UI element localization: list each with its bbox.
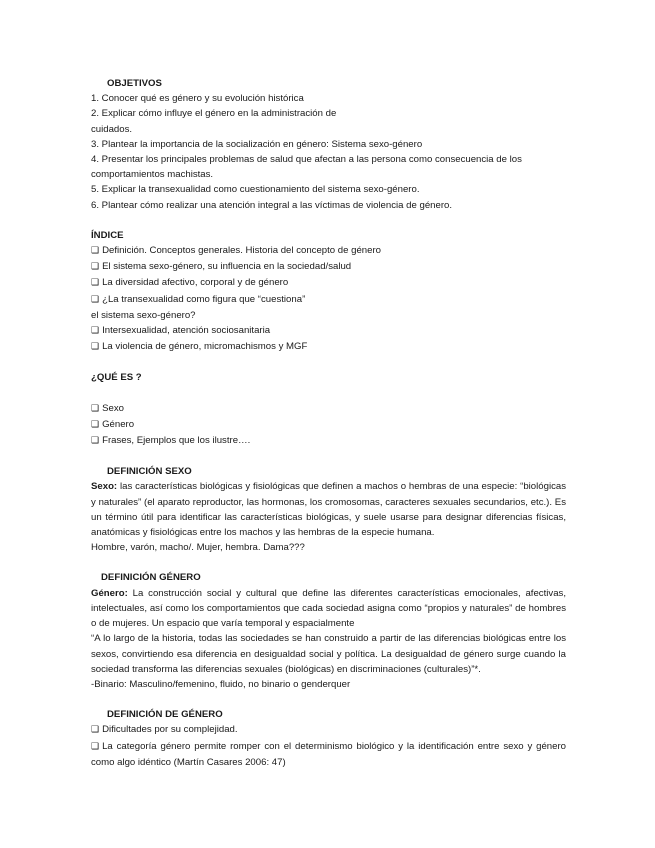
checkbox-icon: ❑: [91, 326, 100, 337]
que-es-list: [91, 401, 566, 450]
indice-heading: ÍNDICE: [91, 229, 124, 241]
def-sexo-paragraph: Sexo: las características biológicas y fisiológicas que definen a machos o hembras de una especie: “biológicas y naturales” (el aparato reproductor, las hormonas, los cromosomas, caracteres sexuales secundarios, etc.). Es un término útil para identificar las características biológicas, y suele usarse para designar diferencias físicas, anatómicas y fisiológicas entre los machos y las hembras de la especie humana.: [91, 481, 566, 539]
checkbox-icon: ❑: [91, 725, 100, 736]
objetivo-item: 3. Plantear la importancia de la socialización en género: Sistema sexo-género: [91, 138, 423, 150]
checkbox-icon: ❑: [91, 741, 100, 752]
def-de-genero-item: ❑ Dificultades por su complejidad.: [91, 724, 238, 736]
objetivo-item: 2. Explicar cómo influye el género en la administración de: [91, 108, 337, 120]
indice-item: ❑ La diversidad afectivo, corporal y de género: [91, 277, 289, 289]
term-genero: Género:: [91, 587, 128, 599]
indice-item: ❑ ¿La transexualidad como figura que “cuestiona”: [91, 293, 306, 305]
objetivo-item: 6. Plantear cómo realizar una atención integral a las víctimas de violencia de género.: [91, 199, 453, 211]
indice-list: [91, 243, 566, 355]
checkbox-icon: ❑: [91, 403, 100, 414]
def-sexo-extra: Hombre, varón, macho/. Mujer, hembra. Dama???: [91, 542, 305, 554]
def-genero-binario: -Binario: Masculino/femenino, fluido, no binario o genderquer: [91, 678, 351, 690]
document-page: [91, 76, 566, 770]
que-es-item: ❑ Sexo: [91, 402, 124, 414]
objetivo-item: 4. Presentar los principales problemas de salud que afectan a las persona como consecuencia de los: [91, 154, 522, 166]
def-de-genero-heading: DEFINICIÓN DE GÉNERO: [107, 709, 223, 721]
objetivo-item: 5. Explicar la transexualidad como cuestionamiento del sistema sexo-género.: [91, 184, 420, 196]
checkbox-icon: ❑: [91, 436, 100, 447]
def-genero-quote: “A lo largo de la historia, todas las sociedades se han construido a partir de las diferencias biológicas entre los sexos, convirtiendo esa diferencia en desigualdad social y política. La desigualdad de género surge cuando la sociedad transforma las diferencias sexuales (biológicas) en discriminaciones (culturales)”*.: [91, 633, 566, 675]
indice-item: ❑ La violencia de género, micromachismos y MGF: [91, 341, 308, 353]
indice-item: ❑ Definición. Conceptos generales. Historia del concepto de género: [91, 245, 381, 257]
objetivo-item: 1. Conocer qué es género y su evolución histórica: [91, 93, 304, 105]
indice-item-continuation: el sistema sexo-género?: [91, 309, 196, 321]
checkbox-icon: ❑: [91, 278, 100, 289]
checkbox-icon: ❑: [91, 342, 100, 353]
checkbox-icon: ❑: [91, 419, 100, 430]
indice-item: ❑ El sistema sexo-género, su influencia en la sociedad/salud: [91, 261, 352, 273]
def-genero-paragraph: Género: La construcción social y cultural que define las diferentes características emocionales, afectivas, intelectuales, así como los comportamientos que cada sociedad asigna como “propios y naturales” de hombres o de mujeres. Un espacio que varía temporal y espacialmente: [91, 587, 566, 630]
term-sexo: Sexo:: [91, 481, 118, 493]
indice-item: ❑ Intersexualidad, atención sociosanitaria: [91, 325, 271, 337]
objetivo-item: cuidados.: [91, 123, 133, 135]
checkbox-icon: ❑: [91, 246, 100, 257]
que-es-item: ❑ Género: [91, 418, 135, 430]
objetivo-item: comportamientos machistas.: [91, 169, 214, 181]
def-sexo-heading: DEFINICIÓN SEXO: [107, 466, 192, 478]
def-de-genero-item: ❑ La categoría género permite romper con el determinismo biológico y la identificación entre sexo y género como algo idéntico (Martín Casares 2006: 47): [91, 740, 566, 768]
checkbox-icon: ❑: [91, 294, 100, 305]
def-genero-heading: DEFINICIÓN GÉNERO: [101, 572, 201, 584]
objetivos-heading: OBJETIVOS: [107, 78, 162, 89]
checkbox-icon: ❑: [91, 262, 100, 273]
objetivos-list: [91, 91, 566, 213]
que-es-item: ❑ Frases, Ejemplos que los ilustre….: [91, 435, 251, 447]
que-es-heading: ¿QUÉ ES ?: [91, 372, 142, 384]
def-de-genero-list: [91, 722, 566, 770]
